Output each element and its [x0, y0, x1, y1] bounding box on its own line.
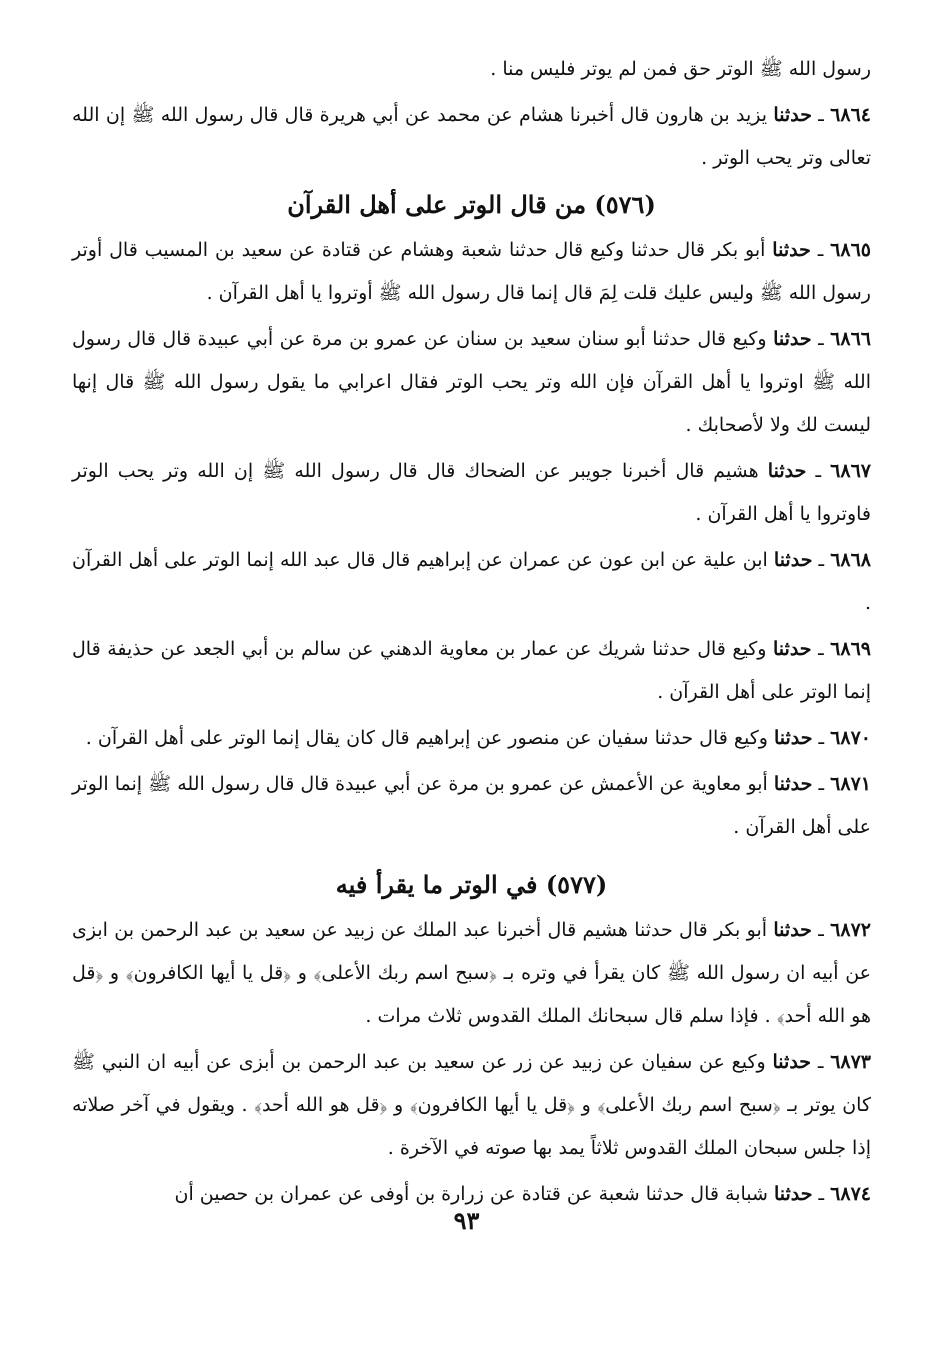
hadith-number: ٦٨٦٧ [830, 460, 871, 482]
hadith-number: ٦٨٦٦ [830, 328, 871, 350]
intro-line: رسول الله ﷺ الوتر حق فمن لم يوتر فليس منا . [490, 58, 871, 80]
hadith-text: أبو بكر قال حدثنا وكيع قال حدثنا شعبة وهشام عن قتادة عن سعيد بن المسيب قال أوتر رسول الله ﷺ وليس عليك قلت لِمَ قال إنما قال رسول الله ﷺ أوتروا يا أهل القرآن . [72, 239, 871, 304]
hadith-number: ٦٨٧٤ [830, 1183, 871, 1205]
hadith-text: ابن علية عن ابن عون عن عمران عن إبراهيم قال قال عبد الله إنما الوتر على أهل القرآن . [72, 549, 871, 614]
hadith-6865: ٦٨٦٥ ـ حدثنا أبو بكر قال حدثنا وكيع قال حدثنا شعبة وهشام عن قتادة عن سعيد بن المسيب قال أوتر رسول الله ﷺ وليس عليك قلت لِمَ قال إنما قال رسول الله ﷺ أوتروا يا أهل القرآن . [72, 239, 871, 304]
hadith-number: ٦٨٦٩ [830, 638, 871, 660]
hadith-number: ٦٨٧٣ [830, 1051, 872, 1073]
hadith-lead: حدثنا [773, 638, 812, 660]
hadith-number: ٦٨٧٢ [830, 919, 871, 941]
hadith-6874: ٦٨٧٤ ـ حدثنا شبابة قال حدثنا شعبة عن قتادة عن زرارة بن أوفى عن عمران بن حصين أن [174, 1183, 871, 1205]
hadith-6866: ٦٨٦٦ ـ حدثنا وكيع قال حدثنا أبو سنان سعيد بن سنان عن عمرو بن مرة عن أبي عبيدة قال قال رسول الله ﷺ اوتروا يا أهل القرآن فإن الله وتر يحب الوتر فقال اعرابي ما يقول رسول الله ﷺ قال إنها ليست لك ولا لأصحابك . [72, 328, 871, 436]
hadith-number: ٦٨٦٤ [830, 104, 871, 126]
hadith-lead: حدثنا [773, 727, 813, 749]
hadith-6873: ٦٨٧٣ ـ حدثنا وكيع عن سفيان عن زبيد عن زر عن سعيد بن عبد الرحمن بن أبزى عن أبيه ان النبي ﷺ كان يوتر بـ ﴿سبح اسم ربك الأعلى﴾ و ﴿قل يا أيها الكافرون﴾ و ﴿قل هو الله أحد﴾ . ويقول في آخر صلاته إذا جلس سبحان الملك القدوس ثلاثاً يمد بها صوته في الآخرة . [72, 1051, 872, 1159]
hadith-lead: حدثنا [773, 104, 812, 126]
hadith-lead: حدثنا [772, 1051, 812, 1073]
hadith-text: أبو معاوية عن الأعمش عن عمرو بن مرة عن أبي عبيدة قال قال رسول الله ﷺ إنما الوتر على أهل القرآن . [72, 773, 871, 838]
hadith-text: شبابة قال حدثنا شعبة عن قتادة عن زرارة بن أوفى عن عمران بن حصين أن [174, 1183, 768, 1205]
hadith-number: ٦٨٧١ [830, 773, 871, 795]
hadith-lead: حدثنا [773, 1183, 813, 1205]
hadith-6871: ٦٨٧١ ـ حدثنا أبو معاوية عن الأعمش عن عمرو بن مرة عن أبي عبيدة قال قال رسول الله ﷺ إنما الوتر على أهل القرآن . [72, 773, 871, 838]
hadith-lead: حدثنا [767, 460, 807, 482]
hadith-6870: ٦٨٧٠ ـ حدثنا وكيع قال حدثنا سفيان عن منصور عن إبراهيم قال كان يقال إنما الوتر على أهل القرآن . [85, 727, 871, 749]
hadith-6868: ٦٨٦٨ ـ حدثنا ابن علية عن ابن عون عن عمران عن إبراهيم قال قال عبد الله إنما الوتر على أهل القرآن . [72, 549, 872, 614]
section-heading-576: (٥٧٦) من قال الوتر على أهل القرآن [287, 190, 656, 219]
hadith-lead: حدثنا [773, 549, 813, 571]
hadith-text: وكيع قال حدثنا شريك عن عمار بن معاوية الدهني عن سالم بن أبي الجعد عن حذيفة قال إنما الوتر على أهل القرآن . [72, 638, 871, 703]
hadith-text: وكيع عن سفيان عن زبيد عن زر عن سعيد بن عبد الرحمن بن أبزى عن أبيه ان النبي ﷺ كان يوتر بـ ﴿سبح اسم ربك الأعلى﴾ و ﴿قل يا أيها الكافرون﴾ و ﴿قل هو الله أحد﴾ . ويقول في آخر صلاته إذا جلس سبحان الملك القدوس ثلاثاً يمد بها صوته في الآخرة . [72, 1051, 871, 1159]
hadith-text: يزيد بن هارون قال أخبرنا هشام عن محمد عن أبي هريرة قال قال رسول الله ﷺ إن الله تعالى وتر يحب الوتر . [72, 104, 871, 169]
hadith-lead: حدثنا [773, 328, 812, 350]
hadith-number: ٦٨٦٨ [830, 549, 872, 571]
hadith-text: هشيم قال أخبرنا جويبر عن الضحاك قال قال رسول الله ﷺ إن الله وتر يحب الوتر فاوتروا يا أهل القرآن . [72, 460, 871, 525]
hadith-number: ٦٨٧٠ [830, 727, 871, 749]
hadith-number: ٦٨٦٥ [830, 239, 871, 261]
hadith-6869: ٦٨٦٩ ـ حدثنا وكيع قال حدثنا شريك عن عمار بن معاوية الدهني عن سالم بن أبي الجعد عن حذيفة قال إنما الوتر على أهل القرآن . [72, 638, 871, 703]
hadith-lead: حدثنا [773, 773, 813, 795]
page-number: ٩٣ [453, 1206, 480, 1235]
hadith-6867: ٦٨٦٧ ـ حدثنا هشيم قال أخبرنا جويبر عن الضحاك قال قال رسول الله ﷺ إن الله وتر يحب الوتر فاوتروا يا أهل القرآن . [72, 460, 871, 525]
hadith-lead: حدثنا [773, 919, 812, 941]
hadith-6864: ٦٨٦٤ ـ حدثنا يزيد بن هارون قال أخبرنا هشام عن محمد عن أبي هريرة قال قال رسول الله ﷺ إن الله تعالى وتر يحب الوتر . [72, 104, 871, 169]
hadith-text: وكيع قال حدثنا أبو سنان سعيد بن سنان عن عمرو بن مرة عن أبي عبيدة قال قال رسول الله ﷺ اوتروا يا أهل القرآن فإن الله وتر يحب الوتر فقال اعرابي ما يقول رسول الله ﷺ قال إنها ليست لك ولا لأصحابك . [72, 328, 871, 436]
hadith-text: أبو بكر قال حدثنا هشيم قال أخبرنا عبد الملك عن زبيد عن سعيد بن عبد الرحمن بن ابزى عن أبيه ان رسول الله ﷺ كان يقرأ في وتره بـ ﴿سبح اسم ربك الأعلى﴾ و ﴿قل يا أيها الكافرون﴾ و ﴿قل هو الله أحد﴾ . فإذا سلم قال سبحانك الملك القدوس ثلاث مرات . [72, 919, 871, 1027]
hadith-6872: ٦٨٧٢ ـ حدثنا أبو بكر قال حدثنا هشيم قال أخبرنا عبد الملك عن زبيد عن سعيد بن عبد الرحمن بن ابزى عن أبيه ان رسول الله ﷺ كان يقرأ في وتره بـ ﴿سبح اسم ربك الأعلى﴾ و ﴿قل يا أيها الكافرون﴾ و ﴿قل هو الله أحد﴾ . فإذا سلم قال سبحانك الملك القدوس ثلاث مرات . [72, 919, 871, 1027]
section-heading-577: (٥٧٧) في الوتر ما يقرأ فيه [335, 870, 608, 899]
hadith-lead: حدثنا [772, 239, 811, 261]
hadith-text: وكيع قال حدثنا سفيان عن منصور عن إبراهيم قال كان يقال إنما الوتر على أهل القرآن . [85, 727, 768, 749]
